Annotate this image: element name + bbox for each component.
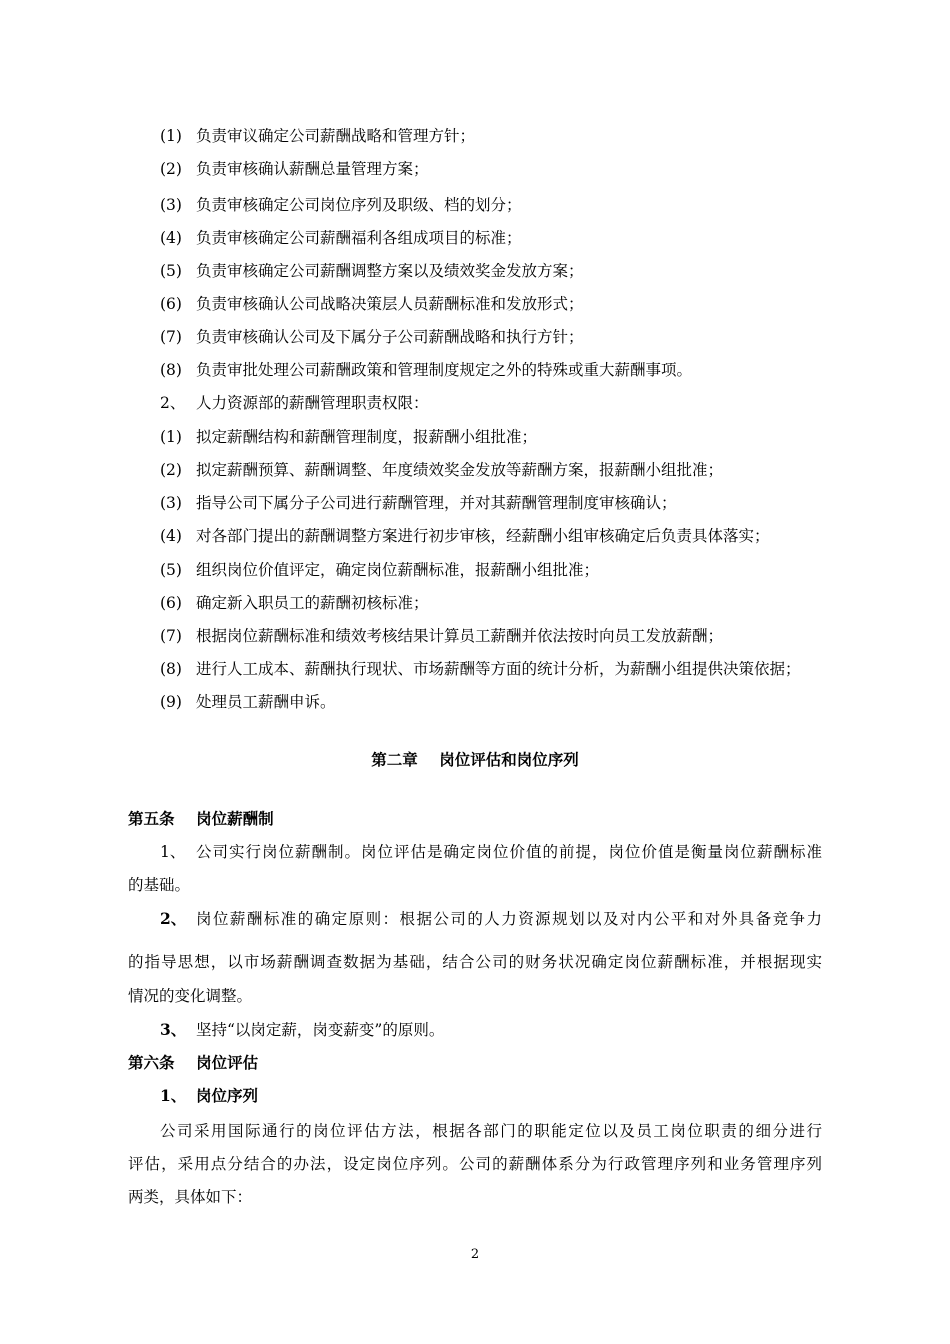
- list-item-number: (5): [160, 262, 182, 280]
- list-item-number: (2): [160, 160, 182, 178]
- paragraph-line: 的基础。: [128, 876, 191, 894]
- list-item-text: 负责审核确定公司岗位序列及职级、档的划分；: [196, 196, 522, 214]
- paragraph-line: 情况的变化调整。: [128, 987, 253, 1005]
- list-item-number: (8): [160, 361, 182, 379]
- list-item-text: 拟定薪酬预算、薪酬调整、年度绩效奖金发放等薪酬方案，报薪酬小组批准；: [196, 461, 724, 479]
- list-item-text: 组织岗位价值评定，确定岗位薪酬标准，报薪酬小组批准；: [196, 561, 600, 579]
- paragraph-line: 坚持“以岗定薪，岗变薪变”的原则。: [196, 1021, 445, 1039]
- list-item-text: 负责审核确认薪酬总量管理方案；: [196, 160, 429, 178]
- paragraph-line: 的指导思想，以市场薪酬调查数据为基础，结合公司的财务状况确定岗位薪酬标准，并根据现实: [128, 953, 822, 971]
- paragraph-number: 1、: [160, 843, 186, 861]
- list-item-number: (3): [160, 494, 182, 512]
- list-item-number: (3): [160, 196, 182, 214]
- section-text: 人力资源部的薪酬管理职责权限：: [196, 394, 429, 412]
- paragraph-line: 两类，具体如下：: [128, 1188, 253, 1206]
- list-item-number: (7): [160, 627, 182, 645]
- list-item-text: 负责审核确认公司战略决策层人员薪酬标准和发放形式；: [196, 295, 584, 313]
- list-item-number: (1): [160, 127, 182, 145]
- list-item-number: (1): [160, 428, 182, 446]
- list-item-text: 拟定薪酬结构和薪酬管理制度，报薪酬小组批准；: [196, 428, 538, 446]
- subsection-title: 岗位序列: [196, 1086, 259, 1105]
- list-item-number: (9): [160, 693, 182, 711]
- list-item-number: (5): [160, 561, 182, 579]
- list-item-text: 处理员工薪酬申诉。: [196, 693, 336, 711]
- list-item-text: 负责审核确认公司及下属分子公司薪酬战略和执行方针；: [196, 328, 584, 346]
- paragraph-number: 3、: [160, 1020, 187, 1039]
- subsection-number: 1、: [160, 1086, 187, 1105]
- paragraph-number: 2、: [160, 909, 187, 928]
- list-item-number: (2): [160, 461, 182, 479]
- list-item-number: (4): [160, 229, 182, 247]
- list-item-number: (6): [160, 295, 182, 313]
- article-title: 第五条 岗位薪酬制: [128, 809, 274, 828]
- list-item-number: (7): [160, 328, 182, 346]
- list-item-text: 指导公司下属分子公司进行薪酬管理，并对其薪酬管理制度审核确认；: [196, 494, 677, 512]
- section-number: 2、: [160, 394, 186, 412]
- paragraph-line: 岗位薪酬标准的确定原则：根据公司的人力资源规划以及对内公平和对外具备竞争力: [196, 910, 822, 928]
- list-item-text: 负责审批处理公司薪酬政策和管理制度规定之外的特殊或重大薪酬事项。: [196, 361, 693, 379]
- list-item-number: (6): [160, 594, 182, 612]
- list-item-text: 负责审核确定公司薪酬调整方案以及绩效奖金发放方案；: [196, 262, 584, 280]
- list-item-text: 确定新入职员工的薪酬初核标准；: [196, 594, 429, 612]
- paragraph-line: 公司采用国际通行的岗位评估方法，根据各部门的职能定位以及员工岗位职责的细分进行: [160, 1122, 822, 1140]
- list-item-text: 对各部门提出的薪酬调整方案进行初步审核，经薪酬小组审核确定后负责具体落实；: [196, 527, 770, 545]
- list-item-number: (4): [160, 527, 182, 545]
- article-title: 第六条 岗位评估: [128, 1053, 259, 1072]
- page-number: 2: [470, 1247, 480, 1262]
- paragraph-line: 公司实行岗位薪酬制。岗位评估是确定岗位价值的前提，岗位价值是衡量岗位薪酬标准: [196, 843, 822, 861]
- chapter-title: 第二章 岗位评估和岗位序列: [371, 750, 579, 769]
- list-item-text: 负责审核确定公司薪酬福利各组成项目的标准；: [196, 229, 522, 247]
- list-item-number: (8): [160, 660, 182, 678]
- paragraph-line: 评估，采用点分结合的办法，设定岗位序列。公司的薪酬体系分为行政管理序列和业务管理序列: [128, 1155, 822, 1173]
- list-item-text: 负责审议确定公司薪酬战略和管理方针；: [196, 127, 476, 145]
- list-item-text: 进行人工成本、薪酬执行现状、市场薪酬等方面的统计分析，为薪酬小组提供决策依据；: [196, 660, 801, 678]
- list-item-text: 根据岗位薪酬标准和绩效考核结果计算员工薪酬并依法按时向员工发放薪酬；: [196, 627, 724, 645]
